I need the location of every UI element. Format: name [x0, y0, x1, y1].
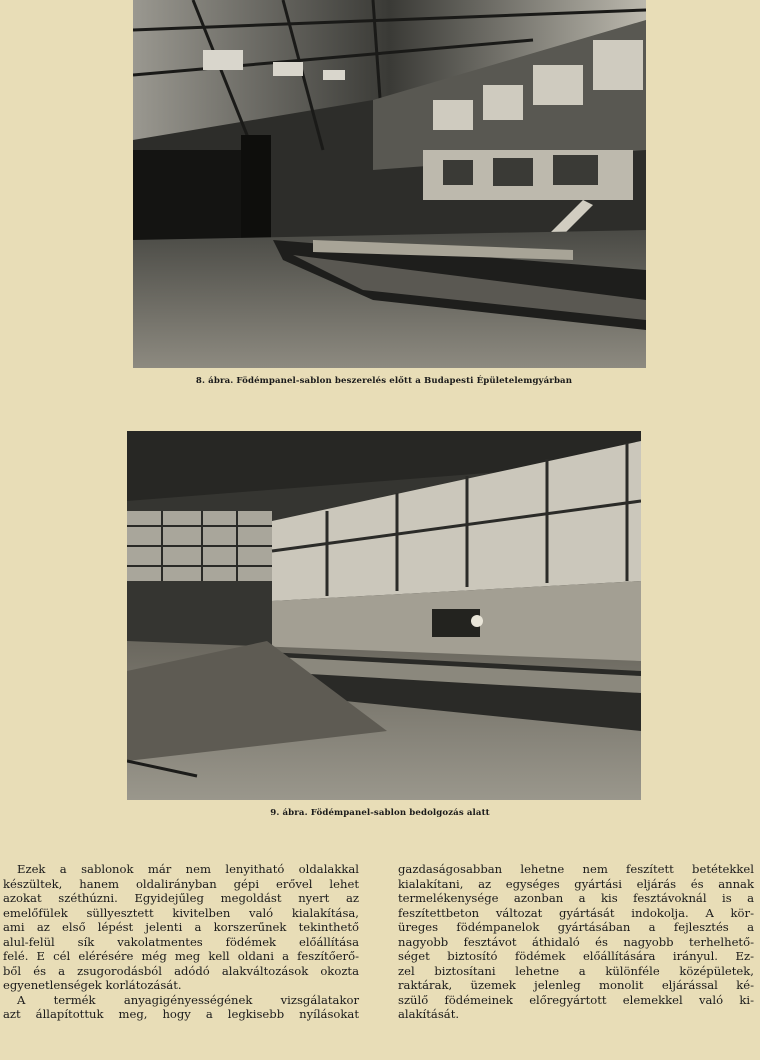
body-line: üreges födémpanelok gyártásában a fejlesztés a — [398, 920, 754, 935]
body-line: zel biztosítani lehetne a különféle középületek, — [398, 963, 754, 978]
figure-8-caption: 8. ábra. Födémpanel-sablon beszerelés előtt a Budapesti Épületelemgyárban — [195, 376, 573, 386]
body-text-right-column — [398, 862, 754, 1022]
body-line: Ezek a sablonok már nem lenyitható oldalakkal — [17, 862, 359, 876]
figure-9-caption: 9. ábra. Födémpanel-sablon bedolgozás alatt — [270, 808, 490, 818]
body-line: termelékenysége azonban a kis fesztávoknál is a — [398, 891, 754, 906]
body-line: azokat széthúzni. Egyidejűleg megoldást nyert az — [3, 891, 359, 906]
factory-hall-photo-2 — [127, 431, 641, 800]
body-line: felé. E cél elérésére még meg kell oldani a feszítőerő- — [3, 949, 359, 964]
body-line: emelőfülek süllyesztett kivitelben való kialakítása, — [3, 905, 359, 920]
body-line: A termék anyagigényességének vizsgálatakor — [17, 992, 359, 1007]
factory-hall-photo-1 — [133, 0, 646, 368]
body-line: egyenetlenségek korlátozását. — [3, 978, 182, 993]
body-line: alakítását. — [398, 1007, 460, 1022]
body-line: kialakítani, az egységes gyártási eljárás és annak — [398, 876, 754, 891]
figure-8-photo — [133, 0, 646, 368]
body-line: nagyobb fesztávot áthidaló és nagyobb terhelhető- — [398, 934, 754, 949]
body-text-left-column — [3, 862, 359, 1022]
body-line: raktárak, üzemek jelenleg monolit eljárással ké- — [398, 978, 754, 993]
body-line: azt állapítottuk meg, hogy a legkisebb nyílásokat — [3, 1007, 359, 1022]
body-line: alul-felül sík vakolatmentes födémek előállítása — [3, 934, 359, 949]
body-line: gazdaságosabban lehetne nem feszített betétekkel — [398, 862, 754, 876]
body-line: készültek, hanem oldalirányban gépi erővel lehet — [3, 876, 359, 891]
figure-9-photo — [127, 431, 641, 800]
body-line: ami az első lépést jelenti a korszerűnek tekinthető — [3, 920, 359, 935]
body-line: szülő födémeinek előregyártott elemekkel való ki- — [398, 992, 754, 1007]
body-line: feszítettbeton változat gyártását indokolja. A kör- — [398, 905, 754, 920]
body-line: séget biztosító födémek előállítására irányul. Ez- — [398, 949, 754, 964]
body-line: ből és a zsugorodásból adódó alakváltozások okozta — [3, 963, 359, 978]
